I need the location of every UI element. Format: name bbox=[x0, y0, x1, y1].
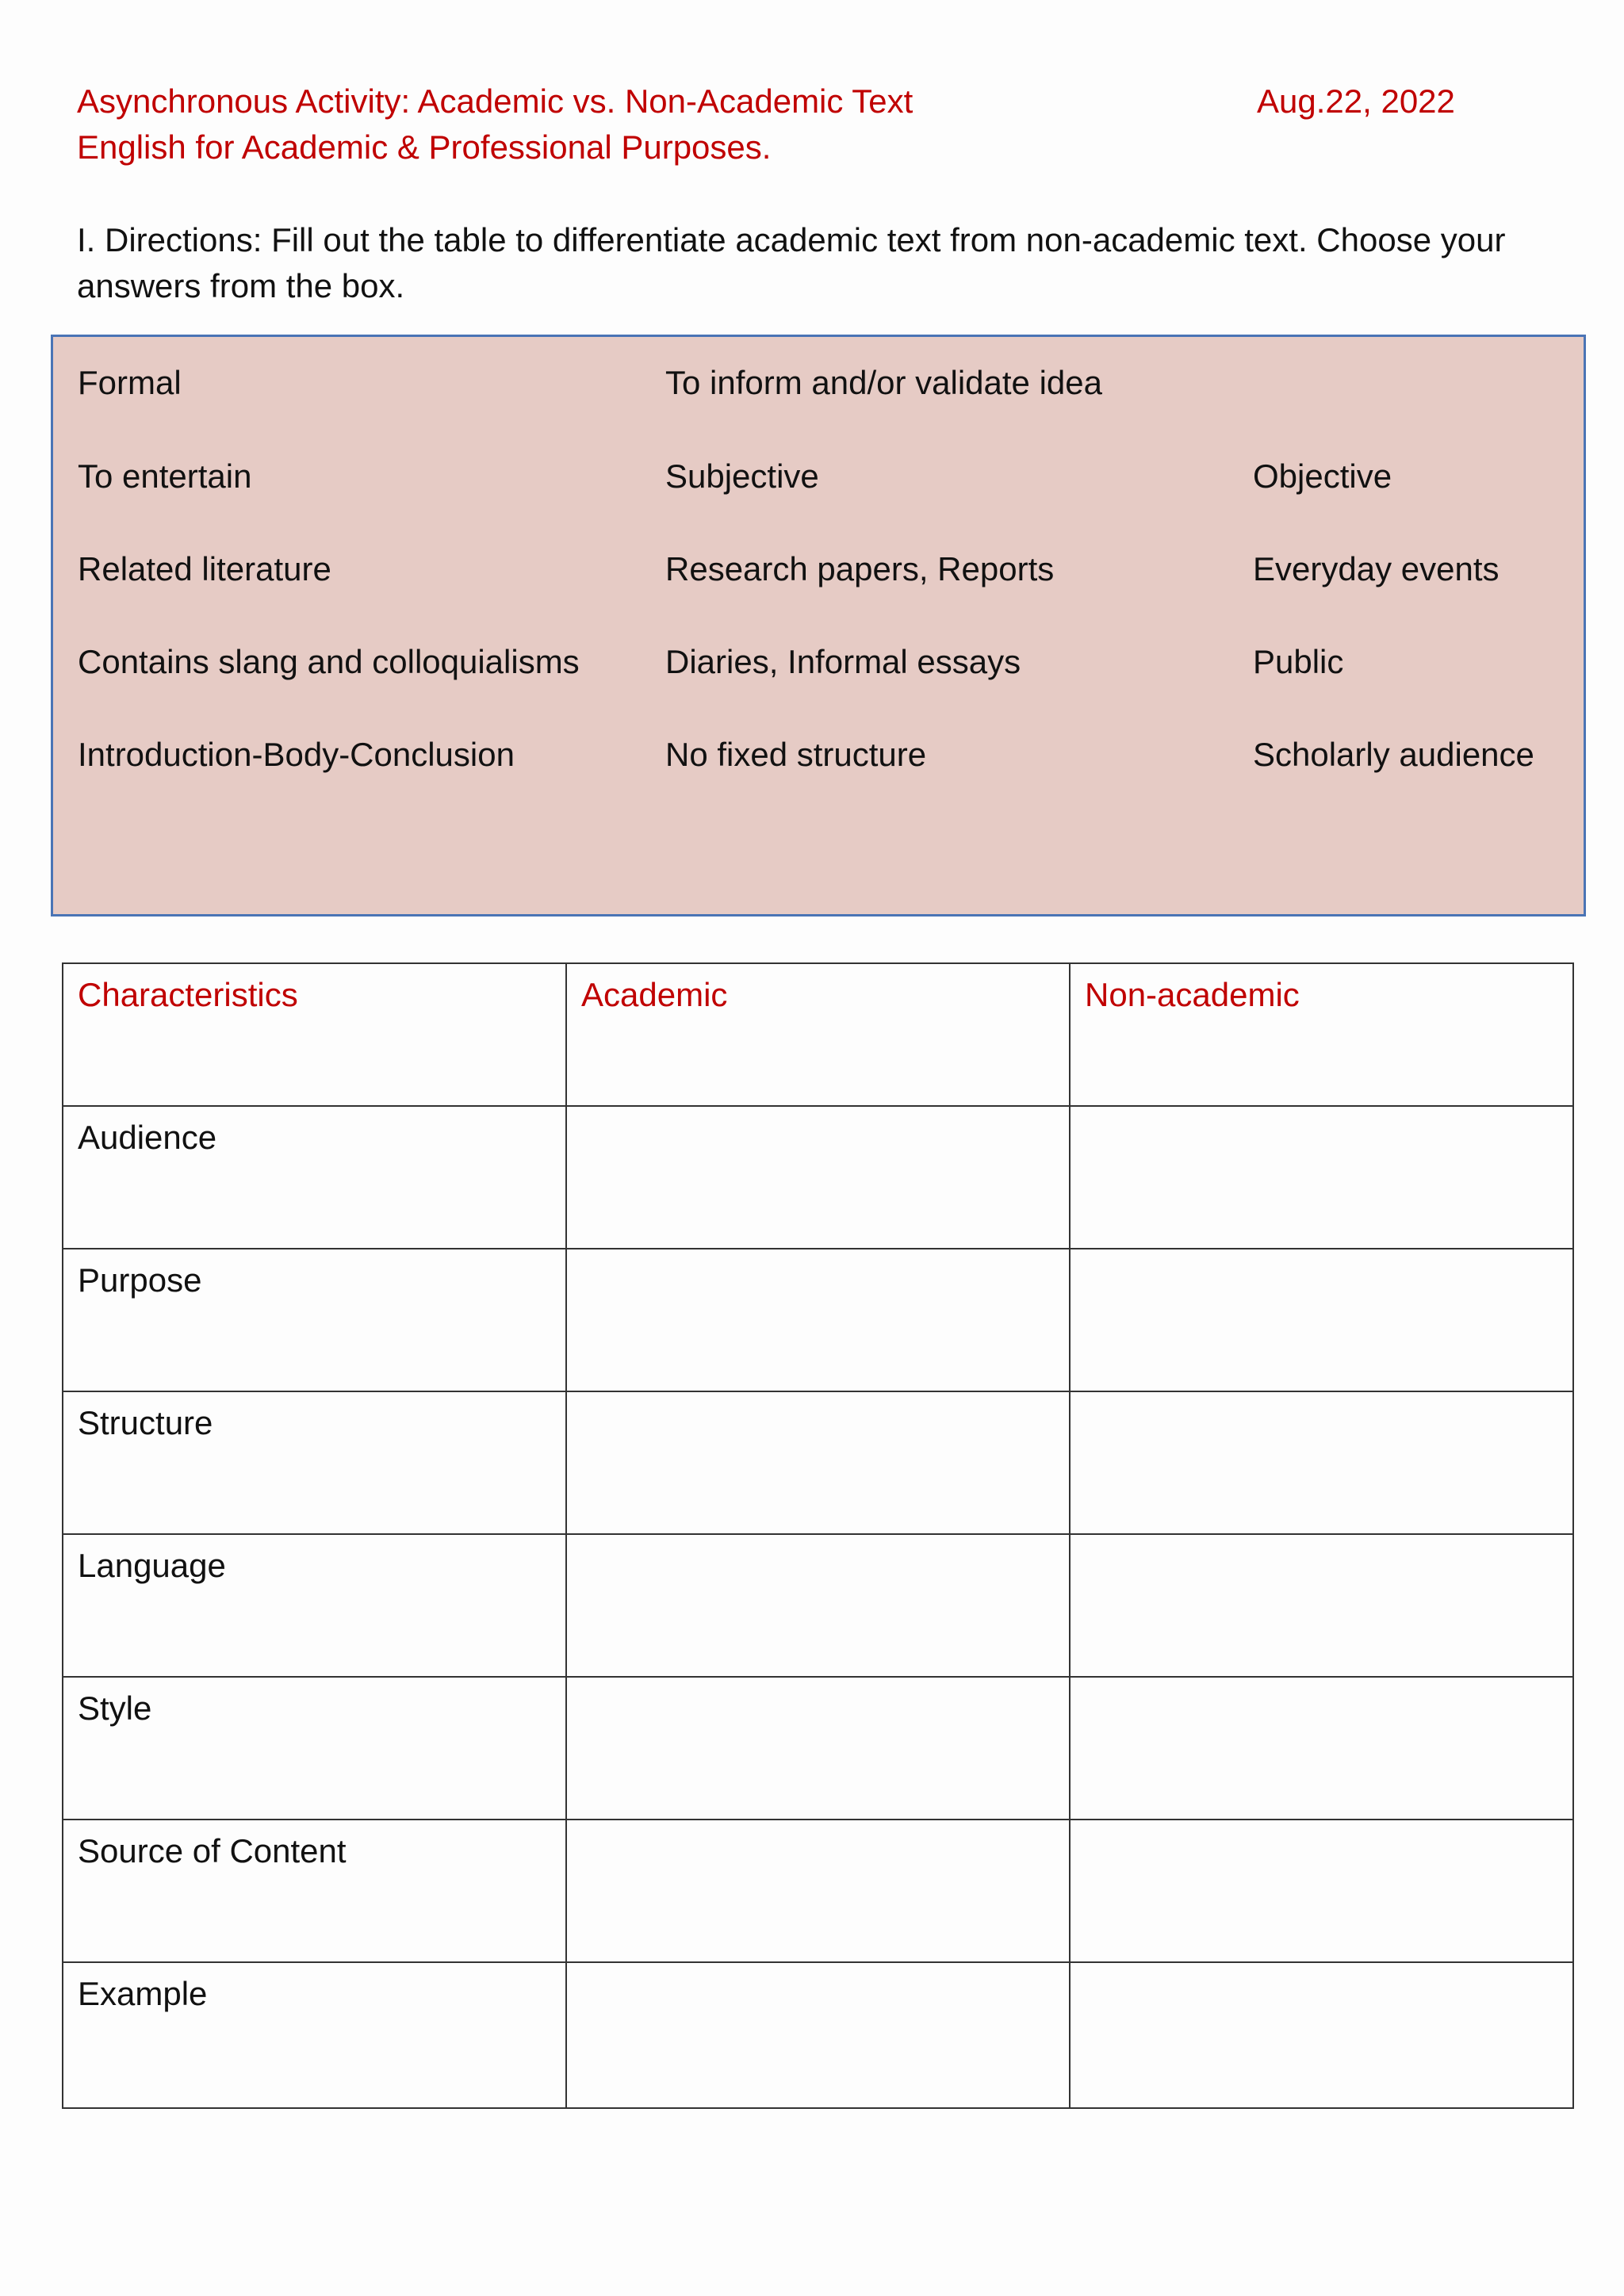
header-non-academic: Non-academic bbox=[1070, 963, 1573, 1106]
table-row bbox=[63, 1249, 1573, 1391]
academic-answer-cell[interactable] bbox=[566, 1391, 1070, 1534]
row-label: Source of Content bbox=[63, 1820, 566, 1962]
choice-item: No fixed structure bbox=[665, 736, 927, 773]
choice-item: Public bbox=[1253, 643, 1344, 680]
activity-date: Aug.22, 2022 bbox=[1257, 82, 1455, 120]
academic-answer-cell[interactable] bbox=[566, 1677, 1070, 1820]
table-row bbox=[63, 1962, 1573, 2108]
comparison-table bbox=[62, 962, 1574, 2109]
academic-answer-cell[interactable] bbox=[566, 1249, 1070, 1391]
course-subtitle: English for Academic & Professional Purposes. bbox=[77, 128, 772, 166]
table-row bbox=[63, 1820, 1573, 1962]
non-academic-answer-cell[interactable] bbox=[1070, 1534, 1573, 1677]
choice-item: Contains slang and colloquialisms bbox=[78, 643, 580, 680]
non-academic-answer-cell[interactable] bbox=[1070, 1106, 1573, 1249]
row-label: Example bbox=[63, 1962, 566, 2108]
choice-item: Diaries, Informal essays bbox=[665, 643, 1021, 680]
choice-item: Related literature bbox=[78, 550, 331, 587]
academic-answer-cell[interactable] bbox=[566, 1106, 1070, 1249]
non-academic-answer-cell[interactable] bbox=[1070, 1962, 1573, 2108]
table-header-row bbox=[63, 963, 1573, 1106]
non-academic-answer-cell[interactable] bbox=[1070, 1677, 1573, 1820]
choice-item: Formal bbox=[78, 364, 182, 401]
row-label: Purpose bbox=[63, 1249, 566, 1391]
choice-item: Everyday events bbox=[1253, 550, 1500, 587]
answer-choice-box bbox=[51, 335, 1586, 916]
choice-item: Objective bbox=[1253, 457, 1392, 495]
choice-item: Scholarly audience bbox=[1253, 736, 1534, 773]
table-row bbox=[63, 1534, 1573, 1677]
choice-item: Introduction-Body-Conclusion bbox=[78, 736, 515, 773]
row-label: Style bbox=[63, 1677, 566, 1820]
table-row bbox=[63, 1677, 1573, 1820]
academic-answer-cell[interactable] bbox=[566, 1820, 1070, 1962]
academic-answer-cell[interactable] bbox=[566, 1962, 1070, 2108]
choice-item: To entertain bbox=[78, 457, 252, 495]
non-academic-answer-cell[interactable] bbox=[1070, 1391, 1573, 1534]
directions-text: I. Directions: Fill out the table to differentiate academic text from non-academic text. Choose your answers from the box. bbox=[77, 221, 1506, 304]
choice-item: Subjective bbox=[665, 457, 819, 495]
choice-item: Research papers, Reports bbox=[665, 550, 1055, 587]
activity-title: Asynchronous Activity: Academic vs. Non-Academic Text bbox=[77, 82, 914, 120]
row-label: Audience bbox=[63, 1106, 566, 1249]
row-label: Structure bbox=[63, 1391, 566, 1534]
table-row bbox=[63, 1106, 1573, 1249]
header-characteristics: Characteristics bbox=[63, 963, 566, 1106]
table-row bbox=[63, 1391, 1573, 1534]
header-academic: Academic bbox=[566, 963, 1070, 1106]
non-academic-answer-cell[interactable] bbox=[1070, 1249, 1573, 1391]
academic-answer-cell[interactable] bbox=[566, 1534, 1070, 1677]
non-academic-answer-cell[interactable] bbox=[1070, 1820, 1573, 1962]
row-label: Language bbox=[63, 1534, 566, 1677]
choice-item: To inform and/or validate idea bbox=[665, 364, 1102, 401]
